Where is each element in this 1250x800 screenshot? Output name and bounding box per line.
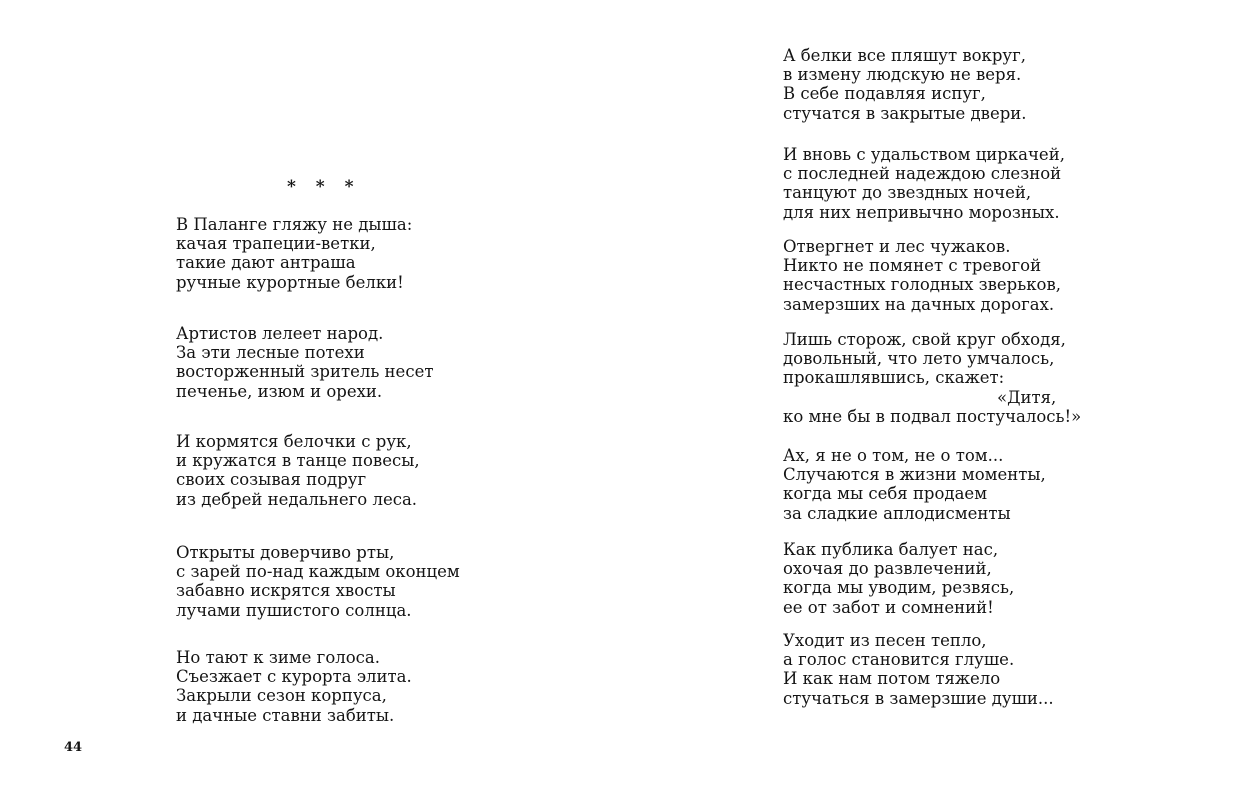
verse-line: с последней надеждою слезной [783, 164, 1062, 184]
verse-line: печенье, изюм и орехи. [176, 381, 383, 401]
verse-line: Отвергнет и лес чужаков. [783, 237, 1011, 256]
stanza [783, 145, 1065, 222]
verse-line: стучаться в замерзшие души... [783, 688, 1054, 708]
verse-line: За эти лесные потехи [176, 343, 365, 363]
stanza [783, 446, 1046, 523]
verse-line: Ах, я не о том, не о том... [783, 446, 1004, 465]
verse-line: когда мы себя продаем [783, 484, 988, 504]
verse-line-indented: «Дитя, [997, 387, 1057, 407]
stanza [176, 215, 412, 292]
verse-line: для них непривычно морозных. [783, 202, 1060, 222]
verse-line: Как публика балует нас, [783, 540, 999, 559]
verse-line: ко мне бы в подвал постучалось!» [783, 406, 1082, 426]
stanza [176, 432, 420, 509]
stanza [783, 631, 1054, 708]
right-page [625, 0, 1250, 800]
stanza [783, 540, 1014, 617]
stanza [783, 46, 1027, 123]
page-number: 44 [64, 740, 83, 755]
verse-line: восторженный зритель несет [176, 362, 434, 382]
verse-line: стучатся в закрытые двери. [783, 103, 1027, 123]
verse-line: В Паланге гляжу не дыша: [176, 215, 413, 234]
verse-line: Но тают к зиме голоса. [176, 648, 380, 667]
verse-line: в измену людскую не веря. [783, 65, 1022, 85]
stanza [783, 237, 1061, 314]
verse-line: лучами пушистого солнца. [176, 600, 412, 620]
verse-line: Никто не помянет с тревогой [783, 256, 1042, 276]
verse-line: И как нам потом тяжело [783, 669, 1001, 689]
verse-line: замерзших на дачных дорогах. [783, 294, 1055, 314]
verse-line: Уходит из песен тепло, [783, 631, 987, 650]
verse-line: забавно искрятся хвосты [176, 581, 396, 601]
stanza [783, 330, 1081, 426]
verse-line: довольный, что лето умчалось, [783, 349, 1055, 369]
verse-line: ручные курортные белки! [176, 272, 404, 292]
asterism-divider: * * * [287, 177, 354, 197]
verse-line: охочая до развлечений, [783, 559, 992, 579]
verse-line: Открыты доверчиво рты, [176, 543, 395, 562]
verse-line: прокашлявшись, скажет: [783, 368, 1005, 388]
verse-line: танцуют до звездных ночей, [783, 183, 1032, 203]
verse-line: Закрыли сезон корпуса, [176, 686, 387, 706]
stanza [176, 543, 460, 620]
verse-line: с зарей по-над каждым оконцем [176, 562, 460, 582]
verse-line: из дебрей недальнего леса. [176, 489, 418, 509]
verse-line: ее от забот и сомнений! [783, 597, 994, 617]
verse-line: качая трапеции-ветки, [176, 234, 376, 254]
verse-line: такие дают антраша [176, 253, 356, 273]
verse-line: и дачные ставни забиты. [176, 705, 395, 725]
verse-line: несчастных голодных зверьков, [783, 275, 1062, 295]
verse-line: В себе подавляя испуг, [783, 84, 986, 104]
verse-line: И вновь с удальством циркачей, [783, 145, 1065, 164]
verse-line: И кормятся белочки с рук, [176, 432, 412, 451]
verse-line: Артистов лелеет народ. [176, 324, 384, 343]
verse-line: Случаются в жизни моменты, [783, 465, 1046, 485]
verse-line: и кружатся в танце повесы, [176, 451, 420, 471]
verse-line: Лишь сторож, свой круг обходя, [783, 330, 1066, 349]
verse-line: своих созывая подруг [176, 470, 367, 490]
verse-line: за сладкие аплодисменты [783, 503, 1011, 523]
stanza [176, 648, 412, 725]
verse-line: когда мы уводим, резвясь, [783, 578, 1015, 598]
verse-line: а голос становится глуше. [783, 650, 1015, 670]
stanza [176, 324, 433, 401]
verse-line: А белки все пляшут вокруг, [783, 46, 1027, 65]
verse-line: Съезжает с курорта элита. [176, 667, 412, 687]
